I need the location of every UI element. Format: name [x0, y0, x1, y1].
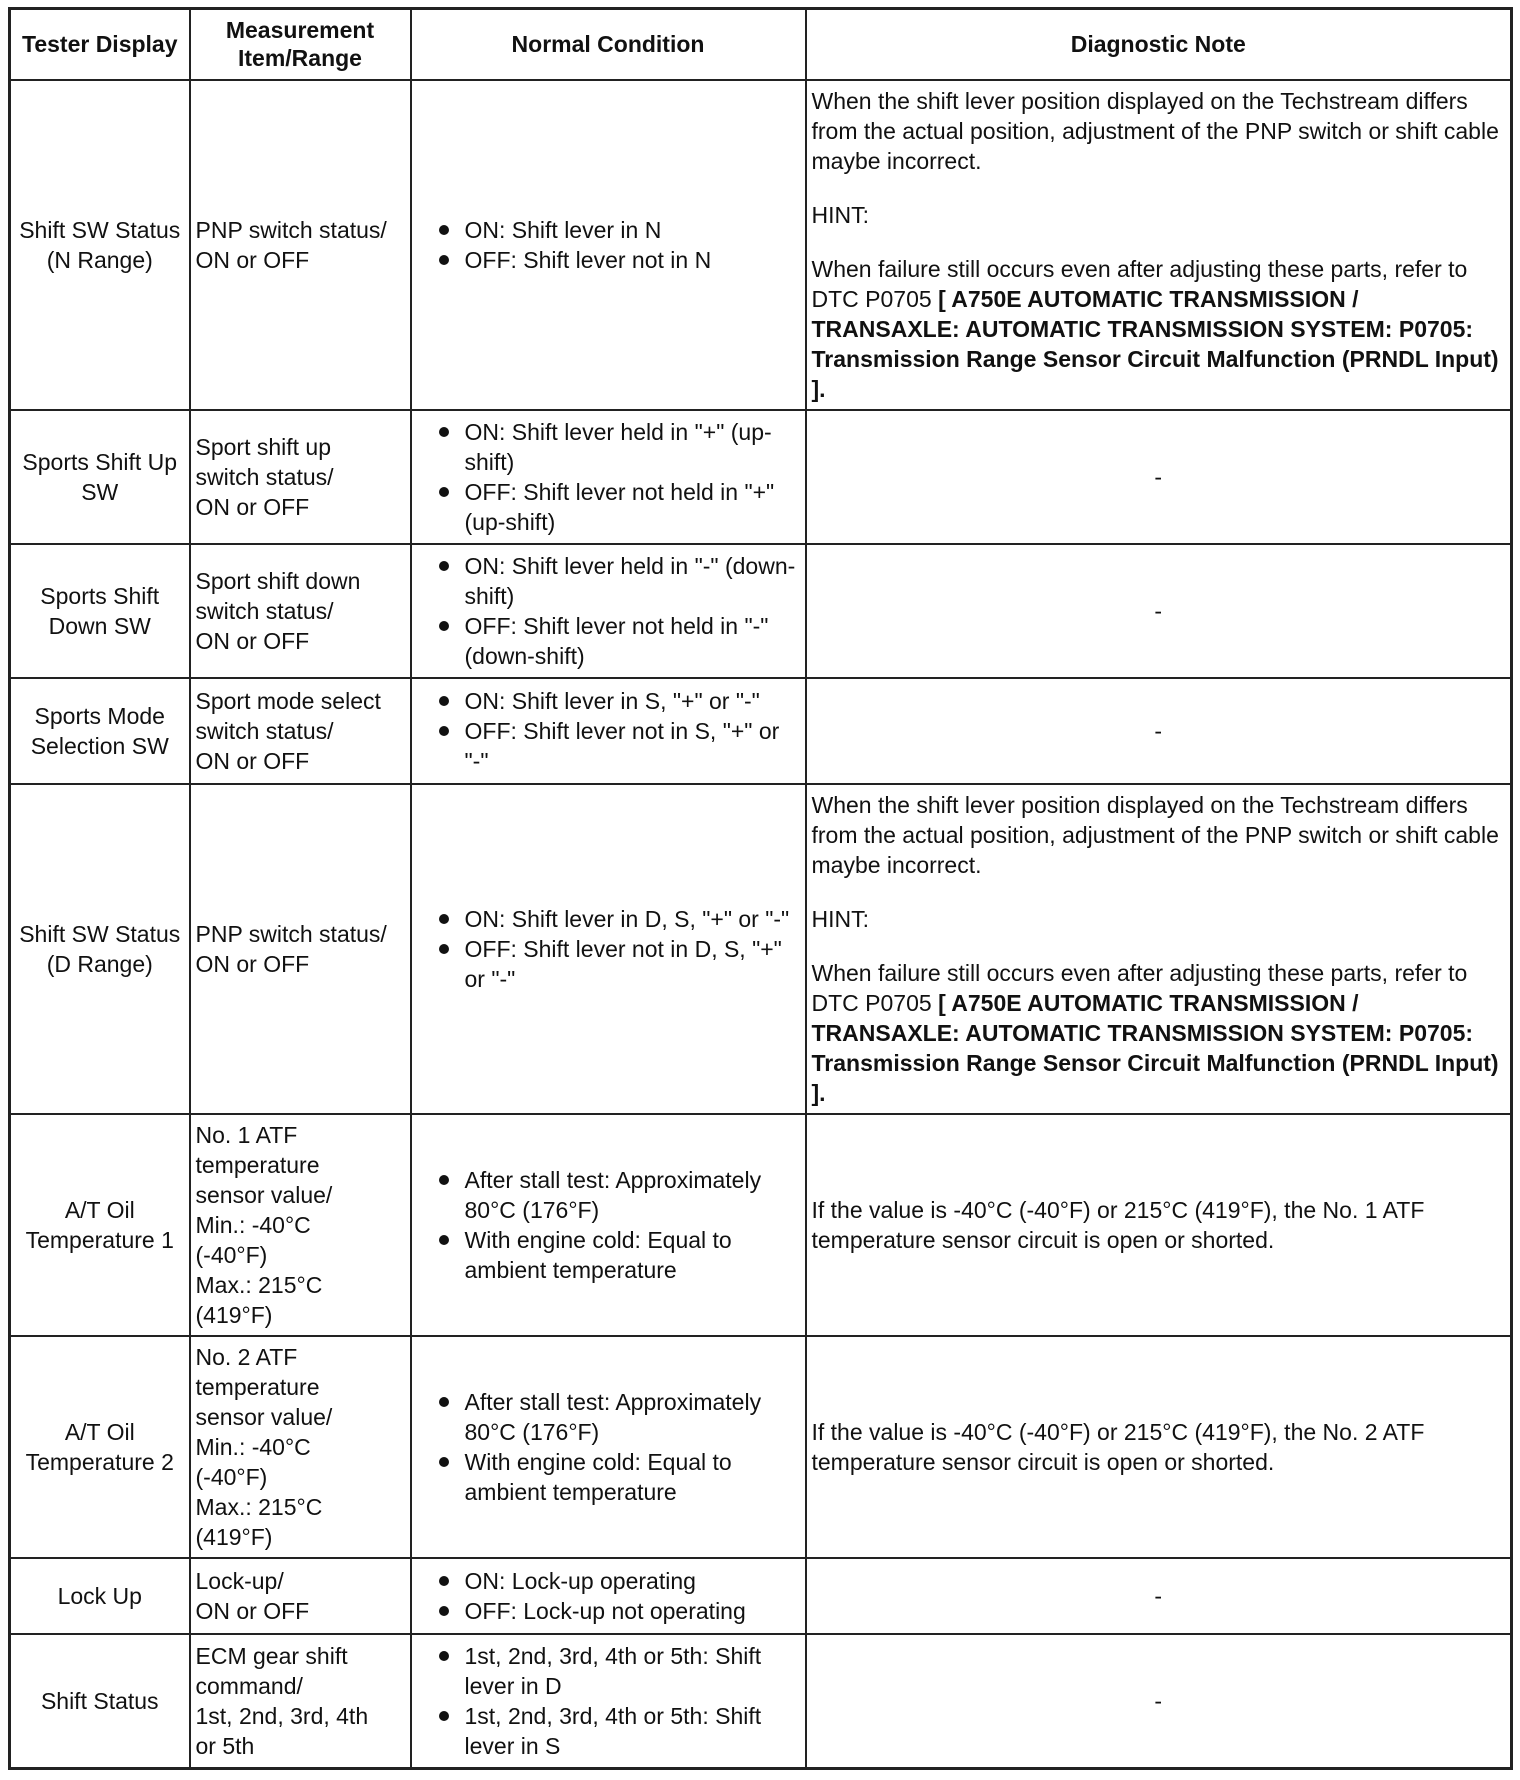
condition-item	[417, 215, 800, 245]
condition-list	[417, 1165, 800, 1285]
condition-text: ON: Shift lever held in "+" (up-shift)	[464, 418, 772, 475]
table-row	[10, 1558, 1512, 1634]
note-failure-text: When failure still occurs even after adjusting these parts, refer to DTC P0705	[811, 959, 1468, 1016]
measurement-line: command/	[195, 1672, 303, 1699]
condition-list	[417, 686, 800, 776]
condition-text: OFF: Shift lever not held in "-" (down-shift)	[464, 612, 769, 669]
condition-text: With engine cold: Equal to ambient temperature	[464, 1226, 732, 1283]
measurement-line: PNP switch status/	[195, 920, 387, 947]
diagnostic-note-cell: -	[806, 410, 1512, 544]
bullet-icon	[439, 621, 449, 631]
measurement-line: ECM gear shift	[195, 1642, 348, 1669]
condition-item	[417, 716, 800, 776]
bullet-icon	[439, 1711, 449, 1721]
table-row	[10, 1634, 1512, 1769]
measurement-line: Max.: 215°C	[195, 1493, 323, 1520]
condition-text: OFF: Shift lever not held in "+" (up-shift)	[464, 478, 775, 535]
bullet-icon	[439, 944, 449, 954]
measurement-line: (419°F)	[195, 1301, 273, 1328]
measurement-line: Max.: 215°C	[195, 1271, 323, 1298]
condition-item	[417, 477, 800, 537]
condition-item	[417, 686, 800, 716]
diagnostic-note-cell: If the value is -40°C (-40°F) or 215°C (419°F), the No. 2 ATF temperature sensor circuit is open or shorted.	[806, 1336, 1512, 1558]
bullet-icon	[439, 1606, 449, 1616]
condition-text: With engine cold: Equal to ambient temperature	[464, 1448, 732, 1505]
measurement-line: Sport mode select	[195, 687, 381, 714]
bullet-icon	[439, 561, 449, 571]
bullet-icon	[439, 1175, 449, 1185]
measurement-line: No. 2 ATF	[195, 1343, 298, 1370]
measurement-line: Sport shift down	[195, 567, 361, 594]
table-row	[10, 784, 1512, 1114]
table-row	[10, 1114, 1512, 1336]
tester-display-cell: A/T Oil Temperature 2	[10, 1336, 190, 1558]
tester-display-cell: A/T Oil Temperature 1	[10, 1114, 190, 1336]
condition-item	[417, 1387, 800, 1447]
header-measurement: Measurement Item/Range	[190, 9, 411, 80]
bullet-icon	[439, 1457, 449, 1467]
measurement-line: temperature	[195, 1151, 320, 1178]
condition-text: ON: Shift lever in S, "+" or "-"	[464, 687, 760, 714]
bullet-icon	[439, 1651, 449, 1661]
condition-text: OFF: Shift lever not in D, S, "+" or "-"	[464, 935, 782, 992]
condition-item	[417, 245, 800, 275]
condition-text: ON: Shift lever in N	[464, 216, 662, 243]
table-row	[10, 1336, 1512, 1558]
condition-text: 1st, 2nd, 3rd, 4th or 5th: Shift lever in S	[464, 1702, 762, 1759]
diagnostic-note-cell: If the value is -40°C (-40°F) or 215°C (419°F), the No. 1 ATF temperature sensor circuit is open or shorted.	[806, 1114, 1512, 1336]
normal-condition-cell	[411, 80, 806, 410]
measurement-line: switch status/	[195, 463, 334, 490]
tester-display-cell: Shift Status	[10, 1634, 190, 1769]
bullet-icon	[439, 225, 449, 235]
condition-text: OFF: Shift lever not in N	[464, 246, 712, 273]
note-intro: When the shift lever position displayed on the Techstream differs from the actual position, adjustment of the PNP switch or shift cable maybe incorrect.	[811, 791, 1499, 878]
note-hint: HINT:	[811, 905, 869, 932]
measurement-line: sensor value/	[195, 1403, 333, 1430]
normal-condition-cell	[411, 1114, 806, 1336]
diagnostic-note-cell: -	[806, 1558, 1512, 1634]
measurement-line: (-40°F)	[195, 1463, 268, 1490]
normal-condition-cell	[411, 1558, 806, 1634]
bullet-icon	[439, 726, 449, 736]
table-row	[10, 410, 1512, 544]
dtc-reference-link[interactable]: [ A750E AUTOMATIC TRANSMISSION / TRANSAXLE: AUTOMATIC TRANSMISSION SYSTEM: P0705: Transmission Range Sensor Circuit Malfunction (PRNDL Input) ].	[811, 989, 1499, 1106]
condition-item	[417, 417, 800, 477]
bullet-icon	[439, 1397, 449, 1407]
condition-item	[417, 1701, 800, 1761]
measurement-line: ON or OFF	[195, 1597, 310, 1624]
condition-list	[417, 1387, 800, 1507]
tester-display-cell: Shift SW Status (N Range)	[10, 80, 190, 410]
measurement-cell	[190, 1114, 411, 1336]
measurement-line: (419°F)	[195, 1523, 273, 1550]
diagnostic-note-cell	[806, 80, 1512, 410]
measurement-cell	[190, 80, 411, 410]
diagnostic-note-cell: -	[806, 544, 1512, 678]
measurement-line: ON or OFF	[195, 493, 310, 520]
bullet-icon	[439, 427, 449, 437]
dtc-reference-link[interactable]: [ A750E AUTOMATIC TRANSMISSION / TRANSAXLE: AUTOMATIC TRANSMISSION SYSTEM: P0705: Transmission Range Sensor Circuit Malfunction (PRNDL Input) ].	[811, 285, 1499, 402]
bullet-icon	[439, 255, 449, 265]
measurement-cell	[190, 410, 411, 544]
measurement-line: PNP switch status/	[195, 216, 387, 243]
normal-condition-cell	[411, 544, 806, 678]
measurement-cell	[190, 1558, 411, 1634]
condition-text: OFF: Shift lever not in S, "+" or "-"	[464, 717, 780, 774]
note-failure	[812, 958, 1506, 1108]
measurement-cell	[190, 1634, 411, 1769]
condition-item	[417, 1447, 800, 1507]
tester-display-cell: Sports Shift Up SW	[10, 410, 190, 544]
table-row	[10, 678, 1512, 784]
measurement-line: ON or OFF	[195, 246, 310, 273]
measurement-line: sensor value/	[195, 1181, 333, 1208]
condition-list	[417, 1566, 800, 1626]
condition-text: OFF: Lock-up not operating	[464, 1597, 746, 1624]
normal-condition-cell	[411, 410, 806, 544]
normal-condition-cell	[411, 784, 806, 1114]
measurement-line: Min.: -40°C	[195, 1211, 311, 1238]
diagnostic-note-cell	[806, 784, 1512, 1114]
condition-list	[417, 551, 800, 671]
measurement-line: ON or OFF	[195, 627, 310, 654]
condition-item	[417, 611, 800, 671]
table-row	[10, 80, 1512, 410]
measurement-line: switch status/	[195, 717, 334, 744]
condition-list	[417, 1641, 800, 1761]
measurement-line: Sport shift up	[195, 433, 332, 460]
measurement-line: ON or OFF	[195, 747, 310, 774]
condition-text: ON: Shift lever in D, S, "+" or "-"	[464, 905, 790, 932]
tester-display-cell: Sports Mode Selection SW	[10, 678, 190, 784]
condition-item	[417, 934, 800, 994]
tester-display-cell: Sports Shift Down SW	[10, 544, 190, 678]
data-list-table	[8, 7, 1513, 1770]
measurement-cell	[190, 544, 411, 678]
note-intro: When the shift lever position displayed on the Techstream differs from the actual position, adjustment of the PNP switch or shift cable maybe incorrect.	[811, 87, 1499, 174]
condition-item	[417, 1566, 800, 1596]
condition-item	[417, 904, 800, 934]
bullet-icon	[439, 914, 449, 924]
bullet-icon	[439, 696, 449, 706]
condition-list	[417, 417, 800, 537]
measurement-line: temperature	[195, 1373, 320, 1400]
condition-item	[417, 551, 800, 611]
bullet-icon	[439, 487, 449, 497]
condition-item	[417, 1165, 800, 1225]
bullet-icon	[439, 1235, 449, 1245]
condition-list	[417, 904, 800, 994]
diagnostic-note-cell: -	[806, 678, 1512, 784]
measurement-cell	[190, 678, 411, 784]
tester-display-cell: Lock Up	[10, 1558, 190, 1634]
measurement-line: ON or OFF	[195, 950, 310, 977]
condition-item	[417, 1596, 800, 1626]
measurement-line: Min.: -40°C	[195, 1433, 311, 1460]
measurement-line: 1st, 2nd, 3rd, 4th	[195, 1702, 369, 1729]
condition-item	[417, 1641, 800, 1701]
measurement-line: (-40°F)	[195, 1241, 268, 1268]
measurement-line: or 5th	[195, 1732, 255, 1759]
note-failure-text: When failure still occurs even after adjusting these parts, refer to DTC P0705	[811, 255, 1468, 312]
condition-text: After stall test: Approximately 80°C (176°F)	[464, 1388, 762, 1445]
condition-item	[417, 1225, 800, 1285]
condition-list	[417, 215, 800, 275]
condition-text: ON: Shift lever held in "-" (down-shift)	[464, 552, 796, 609]
measurement-cell	[190, 784, 411, 1114]
diagnostic-note-cell: -	[806, 1634, 1512, 1769]
table-row	[10, 544, 1512, 678]
measurement-cell	[190, 1336, 411, 1558]
header-row	[10, 9, 1512, 80]
condition-text: After stall test: Approximately 80°C (176°F)	[464, 1166, 762, 1223]
normal-condition-cell	[411, 1634, 806, 1769]
normal-condition-cell	[411, 678, 806, 784]
bullet-icon	[439, 1576, 449, 1586]
note-failure	[812, 254, 1506, 404]
measurement-line: No. 1 ATF	[195, 1121, 298, 1148]
header-tester-display: Tester Display	[10, 9, 190, 80]
measurement-line: Lock-up/	[195, 1567, 284, 1594]
tester-display-cell: Shift SW Status (D Range)	[10, 784, 190, 1114]
normal-condition-cell	[411, 1336, 806, 1558]
header-diagnostic-note: Diagnostic Note	[806, 9, 1512, 80]
condition-text: 1st, 2nd, 3rd, 4th or 5th: Shift lever in D	[464, 1642, 762, 1699]
condition-text: ON: Lock-up operating	[464, 1567, 696, 1594]
measurement-line: switch status/	[195, 597, 334, 624]
note-hint: HINT:	[811, 201, 869, 228]
header-normal-condition: Normal Condition	[411, 9, 806, 80]
